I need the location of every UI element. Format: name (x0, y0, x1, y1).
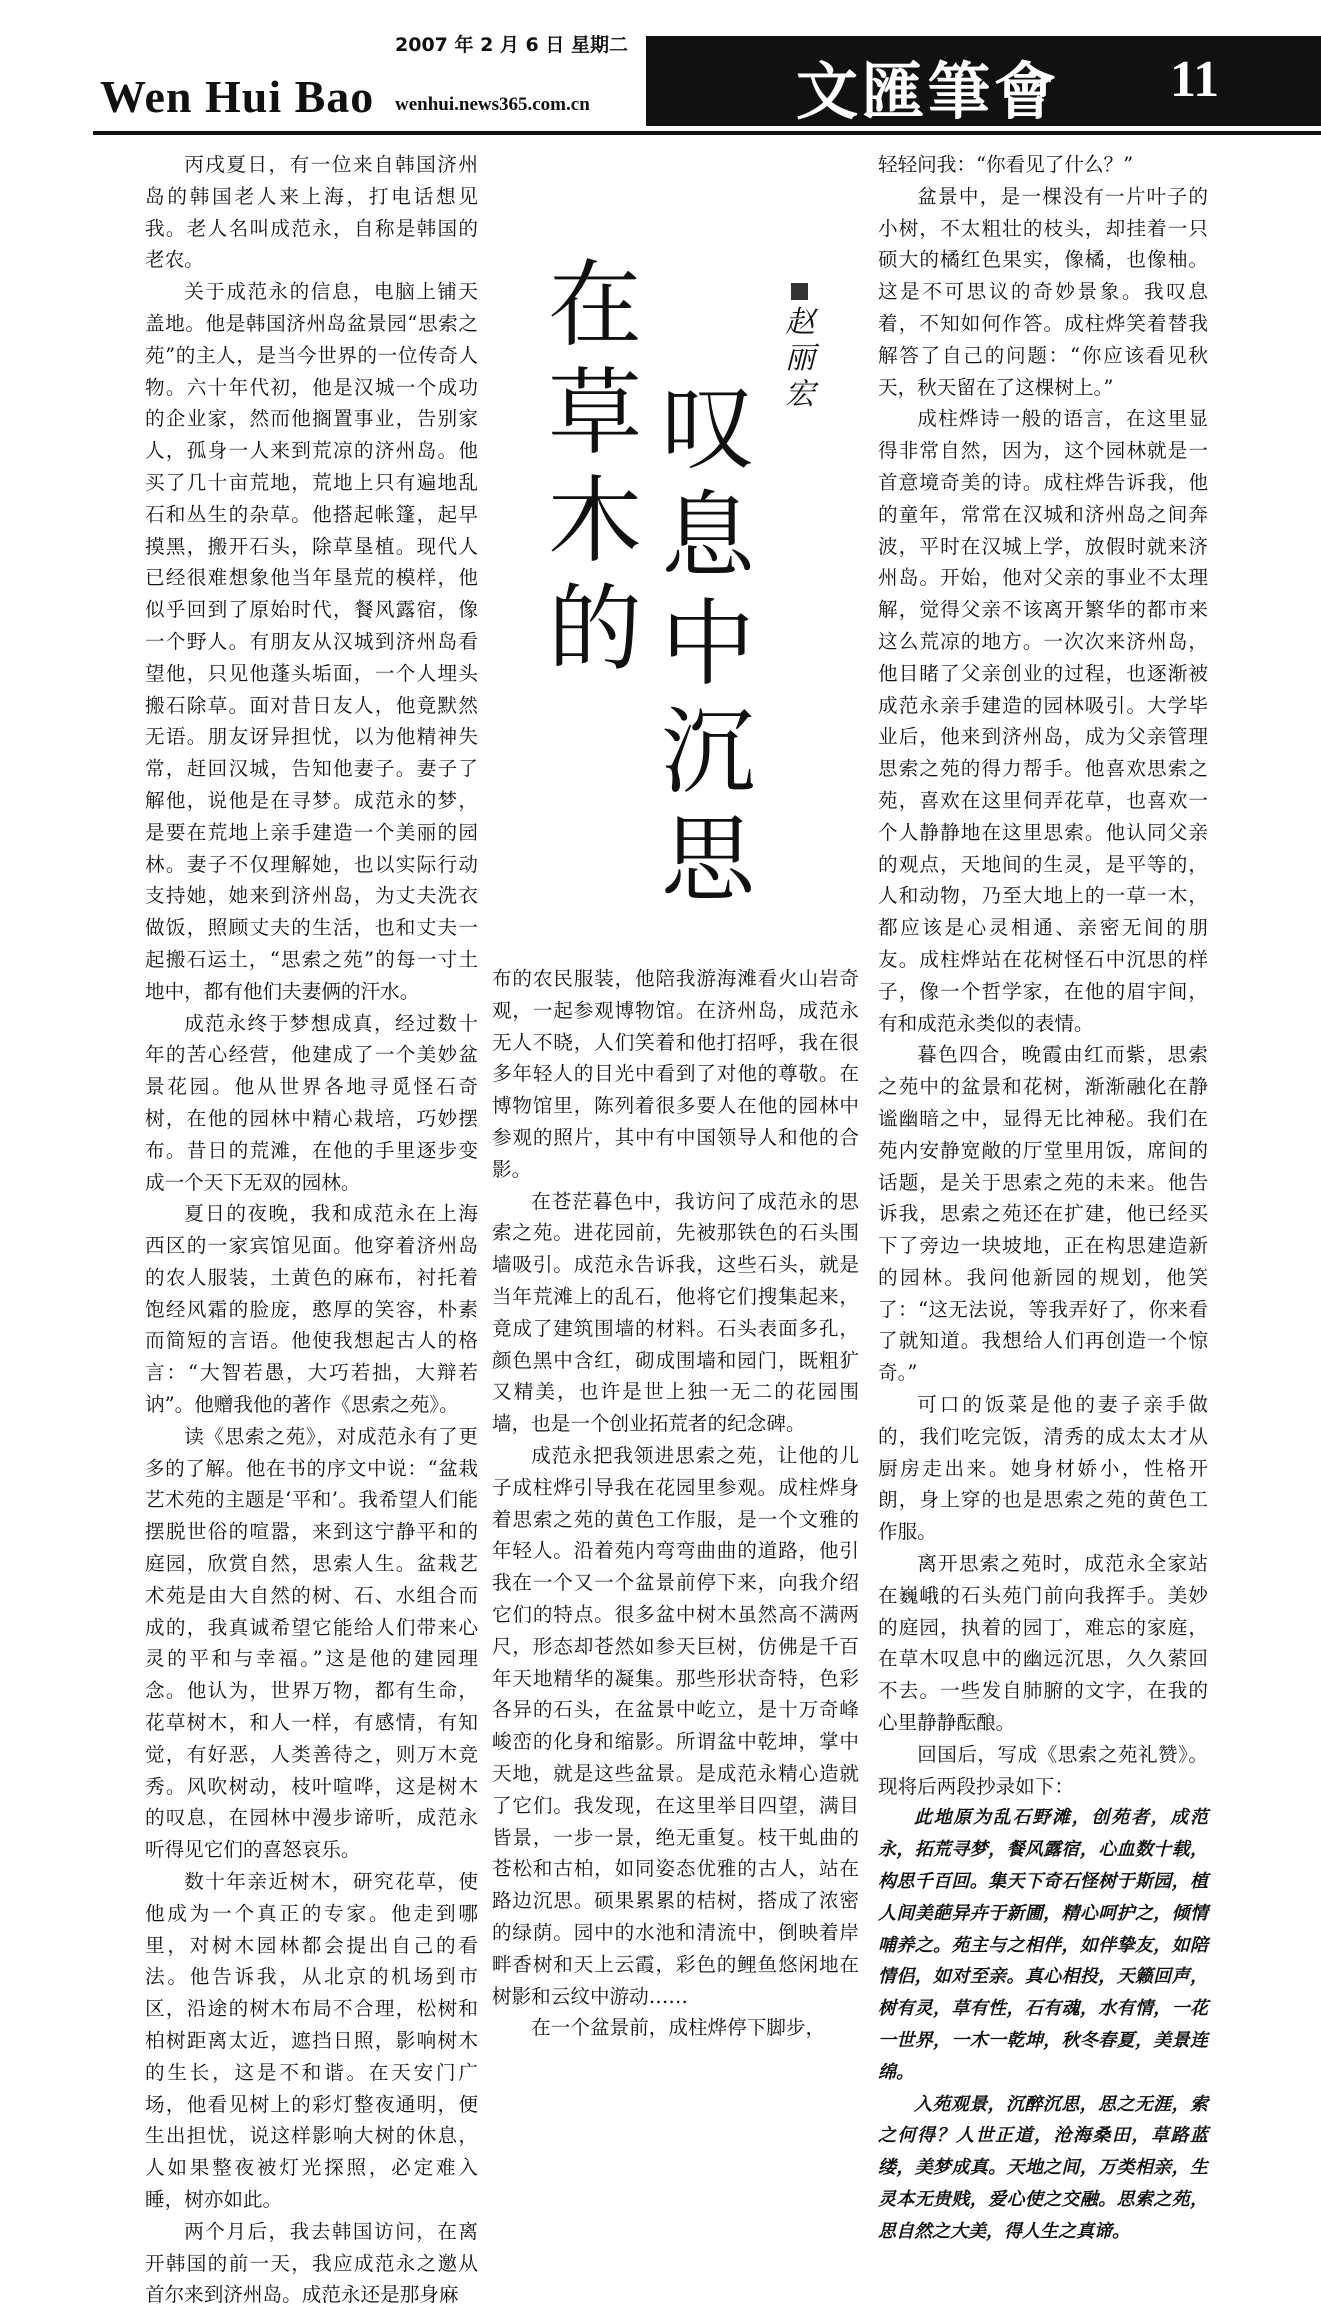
paragraph: 两个月后，我去韩国访问，在离开韩国的前一天，我应成范永之邀从首尔来到济州岛。成范永还是那身麻 (145, 2219, 478, 2307)
paragraph: 夏日的夜晚，我和成范永在上海西区的一家宾馆见面。他穿着济州岛的农人服装，土黄色的麻布，衬托着饱经风霜的脸庞，憨厚的笑容，朴素而简短的言语。他使我想起古人的格言：“大智若愚，大巧若拙，大辩若讷”。他赠我他的著作《思索之苑》。 (145, 1202, 478, 1417)
paragraph: 成柱烨诗一般的语言，在这里显得非常自然，因为，这个园林就是一首意境奇美的诗。成柱烨告诉我，他的童年，常常在汉城和济州岛之间奔波，平时在汉城上学，放假时就来济州岛。开始，他对父亲的事业不太理解，觉得父亲不该离开繁华的都市来这么荒凉的地方。一次次来济州岛，他目睹了父亲创业的过程，也逐渐被成范永亲手建造的园林吸引。大学毕业后，他来到济州岛，成为父亲管理思索之苑的得力帮手。他喜欢思索之苑，喜欢在这里伺弄花草，也喜欢一个人静静地在这里思索。他认同父亲的观点，天地间的生灵，是平等的，人和动物，乃至大地上的一草一木，都应该是心灵相通、亲密无间的朋友。成柱烨站在花树怪石中沉思的样子，像一个哲学家，在他的眉宇间，有和成范永类似的表情。 (878, 407, 1208, 1035)
article-column-3 (878, 149, 1208, 2248)
section-name: 文匯筆會 (796, 55, 1061, 128)
paragraph: 在一个盆景前，成柱烨停下脚步， (531, 2016, 826, 2040)
paragraph: 轻轻问我：“你看见了什么？” (878, 153, 1134, 176)
masthead (0, 0, 1321, 140)
paragraph: 读《思索之苑》，对成范永有了更多的了解。他在书的序文中说：“盆栽艺术苑的主题是‘平和’。我希望人们能摆脱世俗的喧嚣，来到这宁静平和的庭园，欣赏自然，思索人生。盆栽艺术苑是由大自然的树、石、水组合而成的，我真诚希望它能给人们带来心灵的平和与幸福。”这是他的建园理念。他认为，世界万物，都有生命，花草树木，和人一样，有感情，有知觉，有好恶，人类善待之，则万木竞秀。风吹树动，枝叶喧哗，这是树木的叹息，在园林中漫步谛听，成范永听得见它们的喜怒哀乐。 (145, 1424, 478, 1862)
paragraph: 成范永把我领进思索之苑，让他的儿子成柱烨引导我在花园里参观。成柱烨身着思索之苑的黄色工作服，是一个文雅的年轻人。沿着苑内弯弯曲曲的道路，他引我在一个又一个盆景前停下来，向我介绍它们的特点。很多盆中树木虽然高不满两尺，形态却苍然如参天巨树，仿佛是千百年天地精华的凝集。那些形状奇特，色彩各异的石头，在盆景中屹立，是十万奇峰峻峦的化身和缩影。所谓盆中乾坤，掌中天地，就是这些盆景。是成范永精心造就了它们。我发现，在这里举目四望，满目皆景，一步一景，绝无重复。枝干虬曲的苍松和古柏，如同姿态优雅的古人，站在路边沉思。硕果累累的桔树，搭成了浓密的绿荫。园中的水池和清流中，倒映着岸畔香树和天上云霞，彩色的鲤鱼悠闲地在树影和云纹中游动…… (492, 1443, 859, 2008)
title-character: 思 (660, 806, 755, 915)
poem-paragraph: 此地原为乱石野滩，创苑者，成范永，拓荒寻梦，餐风露宿，心血数十载，构思千百回。集天下奇石怪树于斯园，植人间美葩异卉于新圃，精心呵护之，倾情哺养之。苑主与之相伴，如伴挚友，如陪情侣，如对至亲。真心相投，天籁回声，树有灵，草有性，石有魂，水有情，一花一世界，一木一乾坤，秋冬春夏，美景连绵。 (878, 1807, 1208, 2083)
article-title-part1 (545, 252, 645, 684)
paragraph: 回国后，写成《思索之苑礼赞》。现将后两段抄录如下： (878, 1742, 1208, 1798)
title-character: 草 (547, 359, 642, 468)
article-column-1 (145, 149, 478, 2311)
paragraph: 可口的饭菜是他的妻子亲手做的，我们吃完饭，清秀的成太太才从厨房走出来。她身材娇小，性格开朗，身上穿的也是思索之苑的黄色工作服。 (878, 1393, 1208, 1544)
title-character: 在 (547, 251, 642, 360)
article-column-2 (492, 963, 859, 2044)
byline-marker (791, 283, 808, 300)
masthead-rule (93, 131, 1321, 135)
page-number: 11 (1170, 51, 1220, 108)
author-byline (784, 305, 816, 413)
title-character: 木 (547, 467, 642, 576)
paragraph: 数十年亲近树木，研究花草，使他成为一个真正的专家。他走到哪里，对树木园林都会提出自己的看法。他告诉我，从北京的机场到市区，沿途的树木布局不合理，松树和柏树距离太近，遮挡日照，影响树木的生长，这是不和谐。在天安门广场，他看见树上的彩灯整夜通明，便生出担忧，说这样影响大树的休息，人如果整夜被灯光探照，必定难入睡，树亦如此。 (145, 1870, 478, 2211)
title-character: 叹 (660, 374, 755, 483)
paragraph: 盆景中，是一棵没有一片叶子的小树，不太粗壮的枝头，却挂着一只硕大的橘红色果实，像橘，也像柚。这是不可思议的奇妙景象。我叹息着，不知如何作答。成柱烨笑着替我解答了自己的问题：“你应该看见秋天，秋天留在了这棵树上。” (878, 184, 1208, 399)
title-character: 中 (660, 590, 755, 699)
paragraph: 成范永终于梦想成真，经过数十年的苦心经营，他建成了一个美妙盆景花园。他从世界各地寻觅怪石奇树，在他的园林中精心栽培，巧妙摆布。昔日的荒滩，在他的手里逐步变成一个天下无双的园林。 (145, 1011, 478, 1194)
title-character: 沉 (660, 698, 755, 807)
title-character: 丽 (785, 341, 815, 376)
title-character: 的 (547, 575, 642, 684)
title-character: 赵 (785, 305, 815, 340)
paragraph: 布的农民服装，他陪我游海滩看火山岩奇观，一起参观博物馆。在济州岛，成范永无人不晓，人们笑着和他打招呼，我在很多年轻人的目光中看到了对他的尊敬。在博物馆里，陈列着很多要人在他的园林中参观的照片，其中有中国领导人和他的合影。 (492, 967, 859, 1181)
article-title-part2 (658, 375, 758, 915)
quoted-passage (878, 1802, 1208, 2247)
website: wenhui.news365.com.cn (395, 94, 590, 115)
paragraph: 关于成范永的信息，电脑上铺天盖地。他是韩国济州岛盆景园“思索之苑”的主人，是当今世界的一位传奇人物。六十年代初，他是汉城一个成功的企业家，然而他搁置事业，告别家人，孤身一人来到荒凉的济州岛。他买了几十亩荒地，荒地上只有遍地乱石和丛生的杂草。他搭起帐篷，起早摸黑，搬开石头，除草垦植。现代人已经很难想象他当年垦荒的模样，他似乎回到了原始时代，餐风露宿，像一个野人。有朋友从汉城到济州岛看望他，只见他蓬头垢面，一个人埋头搬石除草。面对昔日友人，他竟默然无语。朋友讶异担忧，以为他精神失常，赶回汉城，告知他妻子。妻子了解他，说他是在寻梦。成范永的梦，是要在荒地上亲手建造一个美丽的园林。妻子不仅理解她，也以实际行动支持她，她来到济州岛，为丈夫洗衣做饭，照顾丈夫的生活，也和丈夫一起搬石运土，“思索之苑”的每一寸土地中，都有他们夫妻俩的汗水。 (145, 280, 478, 1003)
section-bar (646, 36, 1321, 126)
paper-name: Wen Hui Bao (100, 71, 375, 122)
paragraph: 暮色四合，晚霞由红而紫，思索之苑中的盆景和花树，渐渐融化在静谧幽暗之中，显得无比神秘。我们在苑内安静宽敞的厅堂里用饭，席间的话题，是关于思索之苑的未来。他告诉我，思索之苑还在扩建，他已经买下了旁边一块坡地，正在构思建造新的园林。我问他新园的规划，他笑了：“这无法说，等我弄好了，你来看了就知道。我想给人们再创造一个惊奇。” (878, 1043, 1208, 1385)
title-character: 息 (660, 482, 755, 591)
paragraph: 离开思索之苑时，成范永全家站在巍峨的石头苑门前向我挥手。美妙的庭园，执着的园丁，难忘的家庭，在草木叹息中的幽远沉思，久久萦回不去。一些发自肺腑的文字，在我的心里静静酝酿。 (878, 1552, 1208, 1735)
poem-paragraph: 入苑观景，沉醉沉思，思之无涯，索之何得？人世正道，沧海桑田，草路蓝缕，美梦成真。天地之间，万类相亲，生灵本无贵贱，爱心使之交融。思索之苑，思自然之大美，得人生之真谛。 (878, 2093, 1208, 2242)
title-character: 宏 (785, 377, 815, 412)
paragraph: 丙戌夏日，有一位来自韩国济州岛的韩国老人来上海，打电话想见我。老人名叫成范永，自称是韩国的老农。 (145, 153, 478, 272)
date-line: 2007 年 2 月 6 日 星期二 (395, 34, 629, 56)
paragraph: 在苍茫暮色中，我访问了成范永的思索之苑。进花园前，先被那铁色的石头围墙吸引。成范永告诉我，这些石头，就是当年荒滩上的乱石，他将它们搜集起来，竟成了建筑围墙的材料。石头表面多孔，颜色黑中含红，砌成围墙和园门，既粗犷又精美，也许是世上独一无二的花园围墙，也是一个创业拓荒者的纪念碑。 (492, 1189, 859, 1436)
